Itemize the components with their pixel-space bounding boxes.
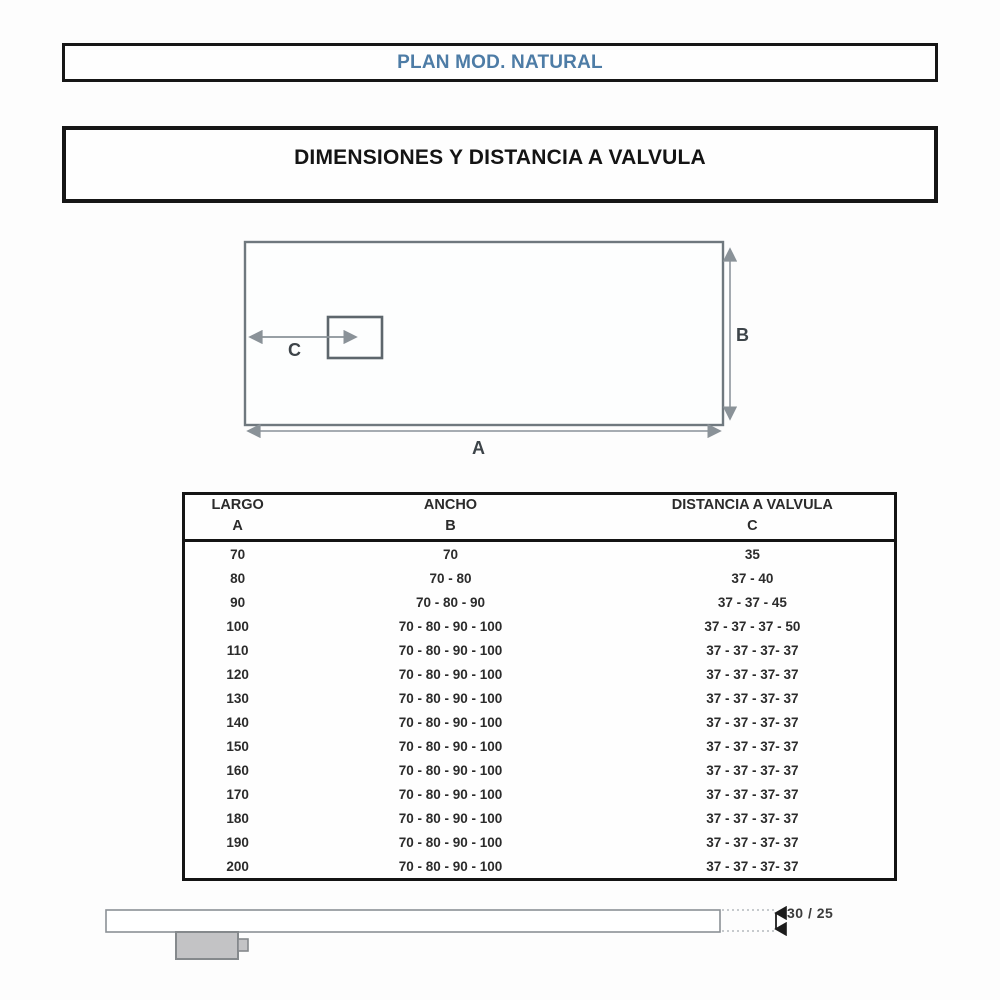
- table-cell: 70 - 80 - 90 - 100: [398, 762, 503, 778]
- section-title-box: [62, 126, 938, 203]
- table-cell: 37 - 37 - 37- 37: [706, 666, 799, 682]
- col-header-distancia: DISTANCIA A VALVULA: [671, 497, 833, 514]
- table-cell: 180: [226, 810, 249, 826]
- table-cell: 37 - 37 - 37- 37: [706, 738, 799, 754]
- table-row: [184, 686, 896, 710]
- table-cell: 37 - 37 - 37 - 50: [704, 618, 801, 634]
- table-cell: 70 - 80 - 90: [415, 594, 486, 610]
- table-cell: 70 - 80 - 90 - 100: [398, 786, 503, 802]
- table-cell: 70 - 80 - 90 - 100: [398, 810, 503, 826]
- table-cell: 35: [744, 546, 760, 562]
- table-cell: 70 - 80 - 90 - 100: [398, 642, 503, 658]
- table-cell: 70 - 80: [429, 570, 472, 586]
- table-row: [184, 566, 896, 590]
- dimensions-table: [182, 492, 897, 881]
- profile-view-drawing: [0, 900, 1000, 980]
- table-header-title-row: [184, 494, 896, 517]
- profile-view-diagram: [0, 900, 1000, 980]
- table-cell: 37 - 37 - 37- 37: [706, 762, 799, 778]
- tray-profile-bar: [106, 910, 720, 932]
- table-row: [184, 662, 896, 686]
- dimensions-table-body: [184, 541, 896, 880]
- col-letter-b: B: [290, 516, 610, 541]
- table-cell: 37 - 37 - 37- 37: [706, 834, 799, 850]
- table-cell: 170: [226, 786, 249, 802]
- table-cell: 150: [226, 738, 249, 754]
- plan-title: PLAN MOD. NATURAL: [397, 51, 603, 73]
- table-cell: 37 - 37 - 45: [717, 594, 787, 610]
- profile-height-label: 30 / 25: [787, 905, 834, 921]
- table-header-letter-row: [184, 516, 896, 541]
- plan-view-diagram: [0, 230, 1000, 480]
- tray-outline-rect: [245, 242, 723, 425]
- table-row: [184, 782, 896, 806]
- table-row: [184, 854, 896, 880]
- table-cell: 37 - 40: [731, 570, 774, 586]
- plan-title-box: [62, 43, 938, 82]
- dimension-label-c: C: [288, 340, 301, 360]
- valve-outlet-stub: [238, 939, 248, 951]
- dimension-label-a: A: [472, 438, 485, 458]
- table-row: [184, 541, 896, 567]
- table-cell: 70: [442, 546, 458, 562]
- table-cell: 160: [226, 762, 249, 778]
- table-cell: 37 - 37 - 37- 37: [706, 642, 799, 658]
- table-row: [184, 638, 896, 662]
- section-title: DIMENSIONES Y DISTANCIA A VALVULA: [294, 145, 706, 169]
- table-cell: 37 - 37 - 37- 37: [706, 786, 799, 802]
- table-cell: 90: [230, 594, 246, 610]
- table-cell: 110: [226, 642, 249, 658]
- table-cell: 37 - 37 - 37- 37: [706, 858, 799, 874]
- table-cell: 140: [226, 714, 249, 730]
- valve-trap-box: [176, 932, 238, 959]
- table-cell: 100: [226, 618, 249, 634]
- table-cell: 190: [226, 834, 249, 850]
- table-cell: 70 - 80 - 90 - 100: [398, 666, 503, 682]
- table-cell: 70 - 80 - 90 - 100: [398, 714, 503, 730]
- table-row: [184, 830, 896, 854]
- table-cell: 200: [226, 858, 249, 874]
- table-row: [184, 806, 896, 830]
- table-cell: 70 - 80 - 90 - 100: [398, 690, 503, 706]
- table-row: [184, 734, 896, 758]
- table-cell: 70 - 80 - 90 - 100: [398, 858, 503, 874]
- plan-view-drawing: [0, 230, 1000, 480]
- table-cell: 37 - 37 - 37- 37: [706, 690, 799, 706]
- col-header-largo: LARGO: [211, 497, 264, 514]
- table-header: [184, 494, 896, 541]
- table-cell: 80: [230, 570, 246, 586]
- table-cell: 70 - 80 - 90 - 100: [398, 618, 503, 634]
- table-cell: 70: [230, 546, 246, 562]
- table-cell: 37 - 37 - 37- 37: [706, 810, 799, 826]
- table-cell: 70 - 80 - 90 - 100: [398, 738, 503, 754]
- dimension-label-b: B: [736, 325, 749, 345]
- table-cell: 37 - 37 - 37- 37: [706, 714, 799, 730]
- table-cell: 70 - 80 - 90 - 100: [398, 834, 503, 850]
- table-row: [184, 758, 896, 782]
- table-row: [184, 590, 896, 614]
- table-cell: 120: [226, 666, 249, 682]
- table-row: [184, 614, 896, 638]
- col-letter-c: C: [611, 516, 896, 541]
- table-cell: 130: [226, 690, 249, 706]
- table-row: [184, 710, 896, 734]
- col-letter-a: A: [184, 516, 291, 541]
- col-header-ancho: ANCHO: [423, 497, 478, 514]
